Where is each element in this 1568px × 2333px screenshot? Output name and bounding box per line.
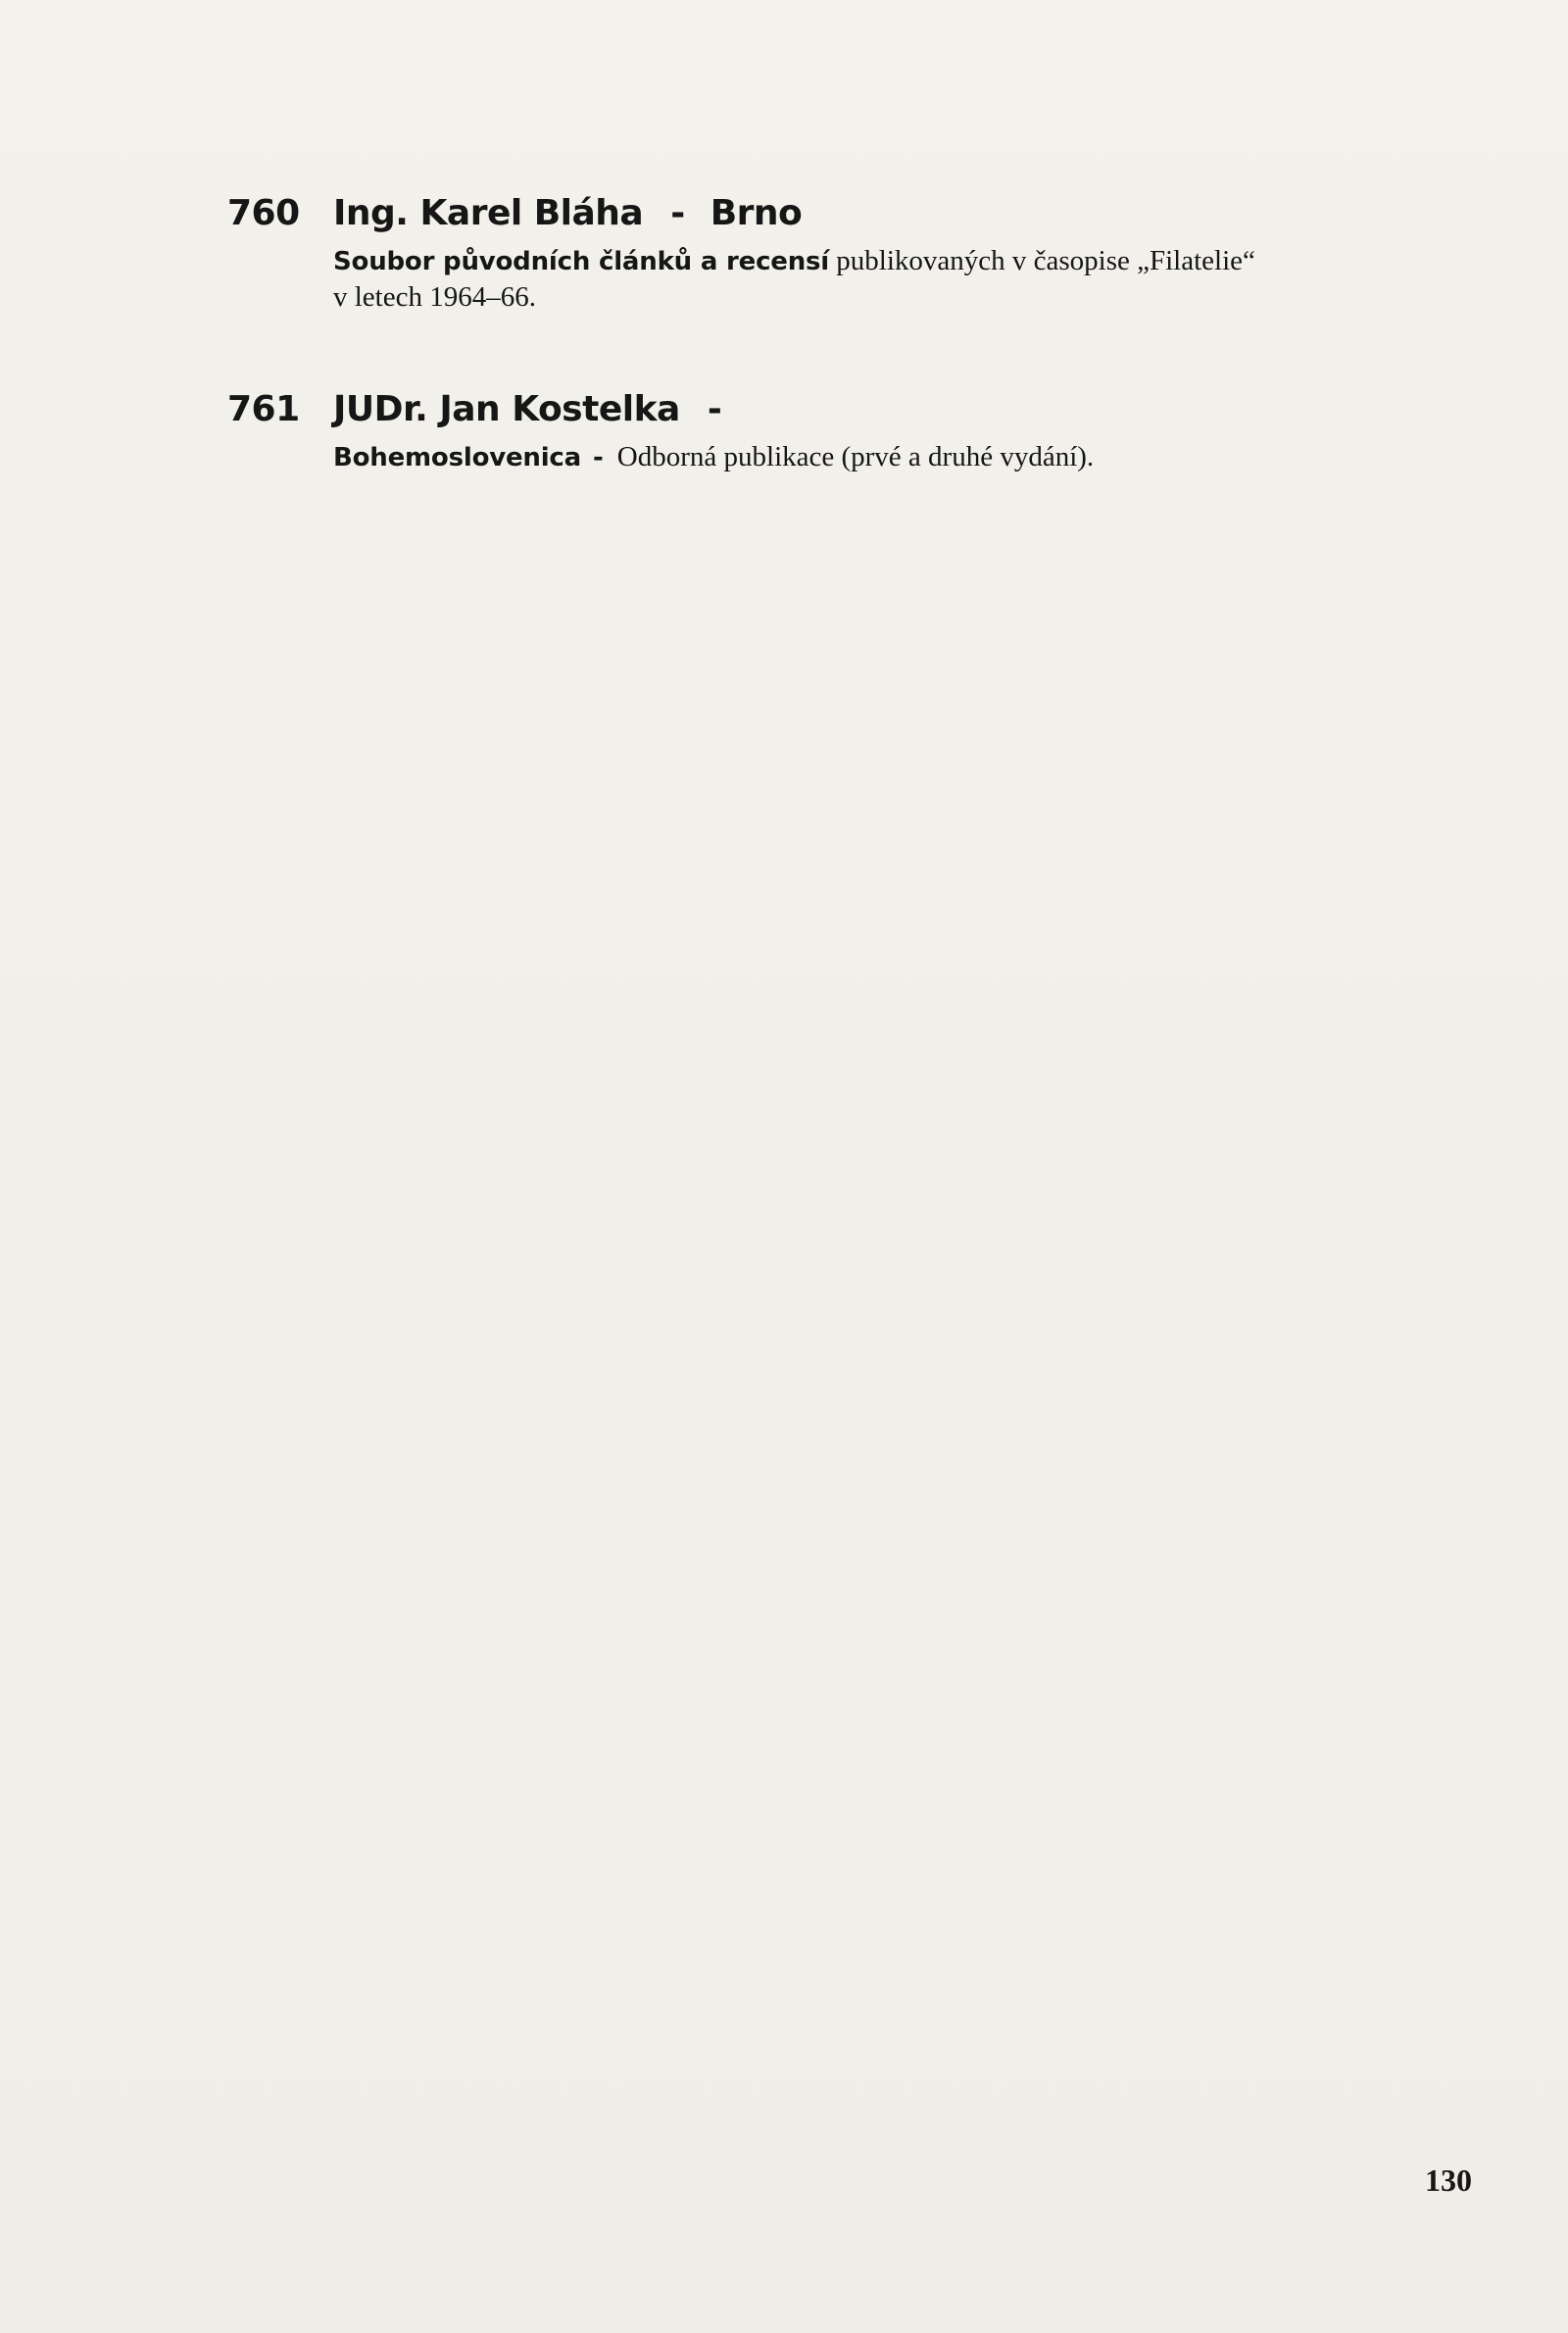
entry-description — [333, 439, 1499, 475]
entry-title: Soubor původních článků a recensí — [333, 247, 830, 276]
entry-description — [333, 243, 1499, 315]
entry-separator: - — [670, 193, 685, 233]
entry-place: Brno — [710, 193, 803, 233]
entry-description-text: publikovaných v časopise „Filatelie“ — [836, 245, 1255, 276]
entry-author: JUDr. Jan Kostelka — [333, 389, 680, 429]
entry-description-line — [333, 243, 1499, 279]
entry-heading — [227, 192, 1501, 235]
catalog-entry — [227, 388, 1501, 475]
entry-author: Ing. Karel Bláha — [333, 193, 644, 233]
entry-title-separator: - — [593, 443, 604, 472]
entry-title: Bohemoslovenica — [333, 443, 581, 472]
page-number: 130 — [1425, 2162, 1472, 2198]
catalog-entry — [227, 192, 1501, 315]
entry-description-line: v letech 1964–66. — [333, 281, 536, 313]
entry-number: 761 — [227, 389, 300, 429]
entry-heading — [227, 388, 1501, 431]
entry-description-text: Odborná publikace (prvé a druhé vydání). — [616, 441, 1095, 472]
entry-separator: - — [707, 389, 722, 429]
entry-number: 760 — [227, 193, 300, 233]
